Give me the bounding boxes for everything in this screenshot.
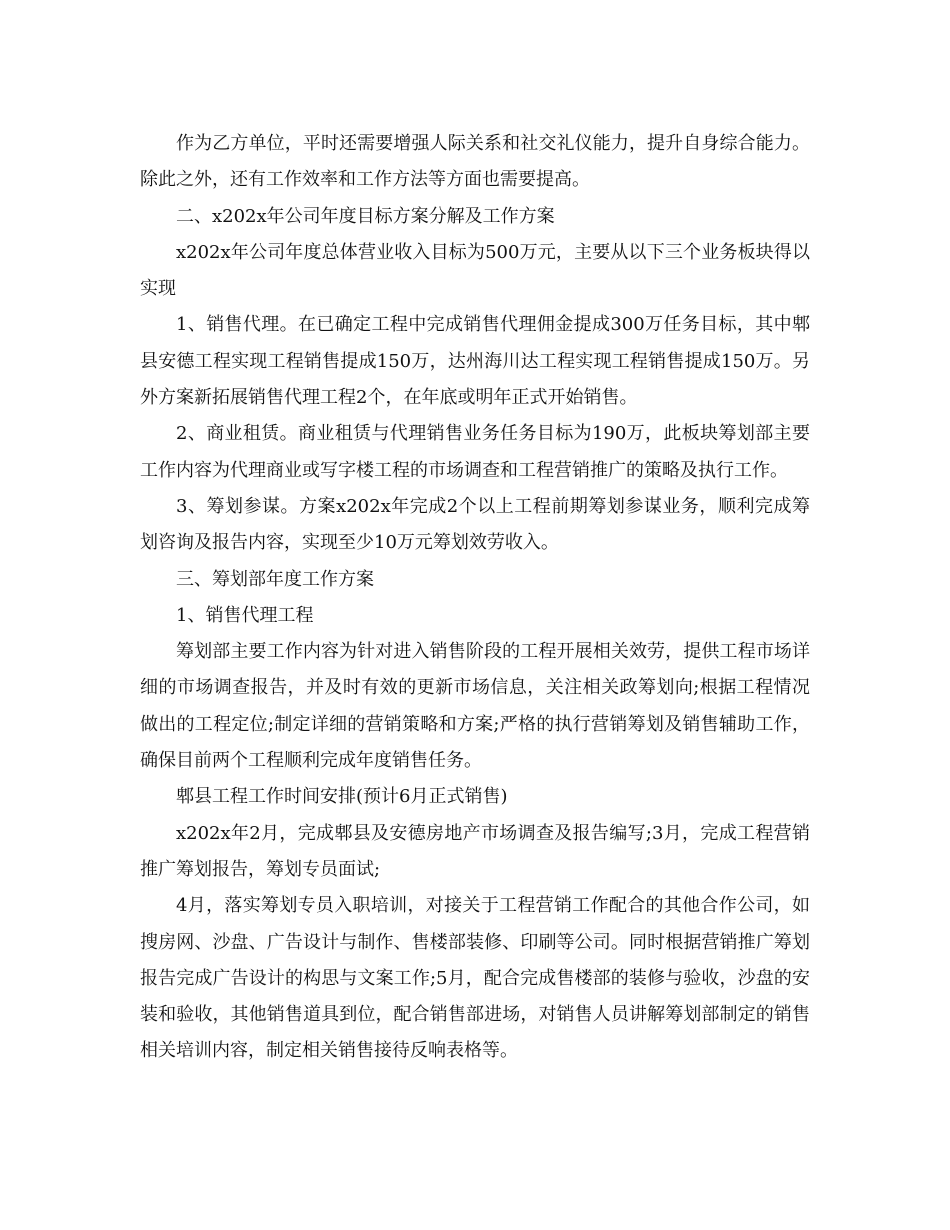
- subheading-sales-agency-project: 1、销售代理工程: [176, 604, 314, 626]
- document-body: [140, 126, 810, 1070]
- paragraph-sales-agency: 1、销售代理。在已确定工程中完成销售代理佣金提成300万任务目标，其中郫县安德工程实现工程销售提成150万，达州海川达工程实现工程销售提成150万。另外方案新拓展销售代理工程2个，在年底或明年正式开始销售。: [140, 314, 810, 409]
- subheading-schedule: 郫县工程工作时间安排(预计6月正式销售): [176, 786, 508, 808]
- paragraph-revenue-target: x202x年公司年度总体营业收入目标为500万元，主要从以下三个业务板块得以实现: [140, 241, 810, 300]
- paragraph-planning-consulting: 3、筹划参谋。方案x202x年完成2个以上工程前期筹划参谋业务，顺利完成筹划咨询及报告内容，实现至少10万元筹划效劳收入。: [140, 495, 810, 554]
- paragraph-planning-work: 筹划部主要工作内容为针对进入销售阶段的工程开展相关效劳，提供工程市场详细的市场调查报告，并及时有效的更新市场信息，关注相关政筹划向;根据工程情况做出的工程定位;制定详细的营销策略和方案;严格的执行营销筹划及销售辅助工作，确保目前两个工程顺利完成年度销售任务。: [140, 641, 810, 772]
- paragraph-commercial-leasing: 2、商业租赁。商业租赁与代理销售业务任务目标为190万，此板块筹划部主要工作内容为代理商业或写字楼工程的市场调查和工程营销推广的策略及执行工作。: [140, 423, 810, 481]
- section-heading-2: 二、x202x年公司年度目标方案分解及工作方案: [176, 205, 555, 227]
- paragraph-schedule-apr-may: 4月，落实筹划专员入职培训，对接关于工程营销工作配合的其他合作公司，如搜房网、沙盘、广告设计与制作、售楼部装修、印刷等公司。同时根据营销推广筹划报告完成广告设计的构思与文案工作;5月，配合完成售楼部的装修与验收，沙盘的安装和验收，其他销售道具到位，配合销售部进场，对销售人员讲解筹划部制定的销售相关培训内容，制定相关销售接待反响表格等。: [140, 895, 810, 1062]
- paragraph-intro: 作为乙方单位，平时还需要增强人际关系和社交礼仪能力，提升自身综合能力。除此之外，还有工作效率和工作方法等方面也需要提高。: [140, 133, 810, 191]
- section-heading-3: 三、筹划部年度工作方案: [176, 568, 374, 590]
- paragraph-schedule-feb-mar: x202x年2月，完成郫县及安德房地产市场调查及报告编写;3月，完成工程营销推广筹划报告，筹划专员面试;: [140, 822, 810, 880]
